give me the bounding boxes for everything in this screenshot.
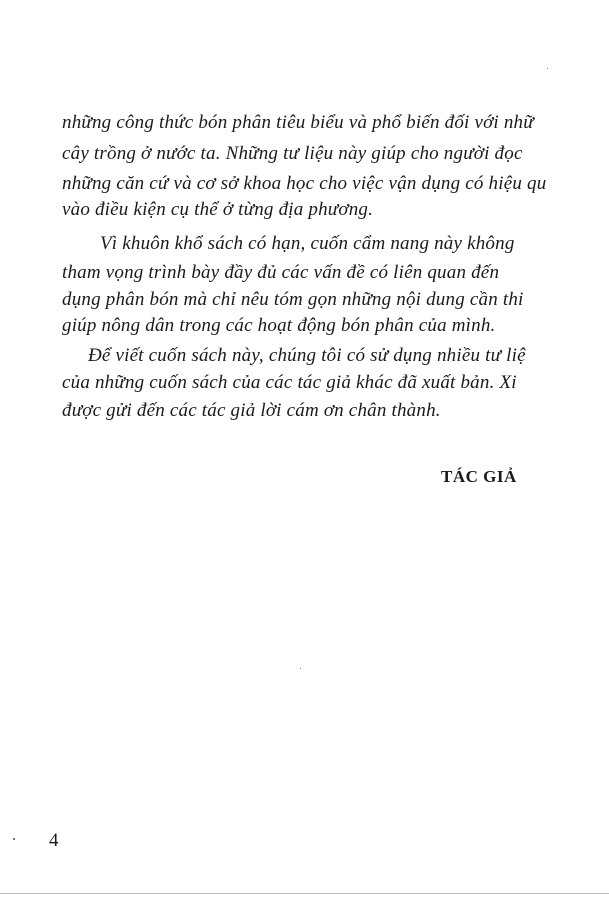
body-line-7: dụng phân bón mà chỉ nêu tóm gọn những nội dung cần thi (62, 289, 524, 310)
page-number: 4 (49, 830, 59, 851)
body-line-4: vào điều kiện cụ thể ở từng địa phương. (62, 199, 374, 220)
body-line-2: cây trồng ở nước ta. Những tư liệu này giúp cho người đọc (62, 143, 523, 164)
body-line-6: tham vọng trình bày đầy đủ các vấn đề có liên quan đến (62, 262, 500, 283)
body-line-3: những căn cứ và cơ sở khoa học cho việc vận dụng có hiệu qu (62, 173, 547, 194)
scan-speck (547, 68, 548, 69)
scan-speck (300, 668, 301, 669)
author-signature: TÁC GIẢ (441, 467, 517, 486)
scan-speck (13, 838, 15, 840)
body-line-1: những công thức bón phân tiêu biểu và phổ biến đối với nhữ (62, 112, 534, 133)
scan-edge (0, 893, 609, 894)
body-line-9: Để viết cuốn sách này, chúng tôi có sử dụng nhiều tư liệ (88, 345, 526, 366)
body-line-10: của những cuốn sách của các tác giả khác đã xuất bản. Xi (62, 372, 517, 393)
body-line-11: được gửi đến các tác giả lời cám ơn chân thành. (62, 400, 441, 421)
body-line-5: Vì khuôn khổ sách có hạn, cuốn cẩm nang này không (100, 233, 515, 254)
body-line-8: giúp nông dân trong các hoạt động bón phân của mình. (62, 315, 496, 336)
